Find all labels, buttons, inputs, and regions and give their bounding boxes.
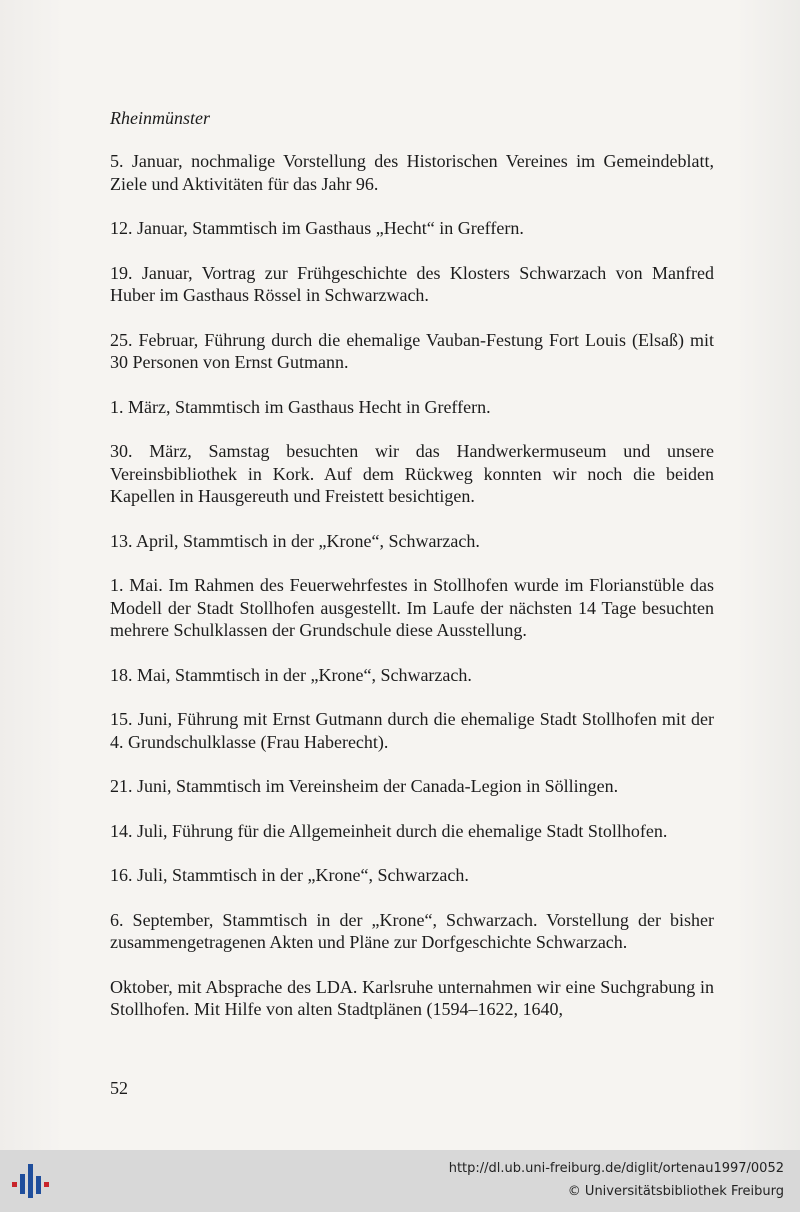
entry-11: 21. Juni, Stammtisch im Vereinsheim der Canada-Legion in Söllingen. <box>110 776 619 796</box>
entry-2: 12. Januar, Stammtisch im Gasthaus „Hecht“ in Greffern. <box>110 218 524 238</box>
entry-4: 25. Februar, Führung durch die ehemalige Vauban-Festung Fort Louis (Elsaß) mit 30 Personen von Ernst Gutmann. <box>110 329 714 372</box>
entry-15: Oktober, mit Absprache des LDA. Karlsruhe unternahmen wir eine Suchgrabung in Stollhofen. Mit Hilfe von alten Stadtplänen (1594–1622, 1640, <box>110 976 714 1019</box>
running-head: Rheinmünster <box>110 108 210 128</box>
entry-13: 16. Juli, Stammtisch in der „Krone“, Schwarzach. <box>110 865 469 885</box>
page-body <box>110 150 714 1043</box>
entry-10: 15. Juni, Führung mit Ernst Gutmann durch die ehemalige Stadt Stollhofen mit der 4. Grundschulklasse (Frau Haberecht). <box>110 709 714 752</box>
entry-1: 5. Januar, nochmalige Vorstellung des Historischen Vereines im Gemeindeblatt, Ziele und Aktivitäten für das Jahr 96. <box>110 151 714 194</box>
entry-5: 1. März, Stammtisch im Gasthaus Hecht in Greffern. <box>110 396 491 417</box>
ub-freiburg-logo-icon <box>10 1162 50 1200</box>
entry-8: 1. Mai. Im Rahmen des Feuerwehrfestes in Stollhofen wurde im Florianstüble das Modell der Stadt Stollhofen ausgestellt. Im Laufe der nächsten 14 Tage besuchten mehrere Schulklassen der Grundschule diese Ausstellung. <box>110 575 714 640</box>
entry-7: 13. April, Stammtisch in der „Krone“, Schwarzach. <box>110 530 480 551</box>
entry-14: 6. September, Stammtisch in der „Krone“, Schwarzach. Vorstellung der bisher zusammengetragenen Akten und Pläne zur Dorfgeschichte Schwarzach. <box>110 909 714 952</box>
entry-6: 30. März, Samstag besuchten wir das Handwerkermuseum und unsere Vereinsbibliothek in Kork. Auf dem Rückweg konnten wir noch die beiden Kapellen in Hausgereuth und Freistett besichtigen. <box>110 441 714 506</box>
footer-bar <box>0 1150 800 1212</box>
copyright-notice: © Universitätsbibliothek Freiburg <box>567 1184 784 1199</box>
source-url-link[interactable]: http://dl.ub.uni-freiburg.de/diglit/ortenau1997/0052 <box>448 1161 784 1176</box>
entry-9: 18. Mai, Stammtisch in der „Krone“, Schwarzach. <box>110 664 472 685</box>
entry-12: 14. Juli, Führung für die Allgemeinheit durch die ehemalige Stadt Stollhofen. <box>110 820 668 841</box>
entry-3: 19. Januar, Vortrag zur Frühgeschichte des Klosters Schwarzach von Manfred Huber im Gasthaus Rössel in Schwarzwach. <box>110 262 714 305</box>
page-number: 52 <box>110 1078 128 1098</box>
